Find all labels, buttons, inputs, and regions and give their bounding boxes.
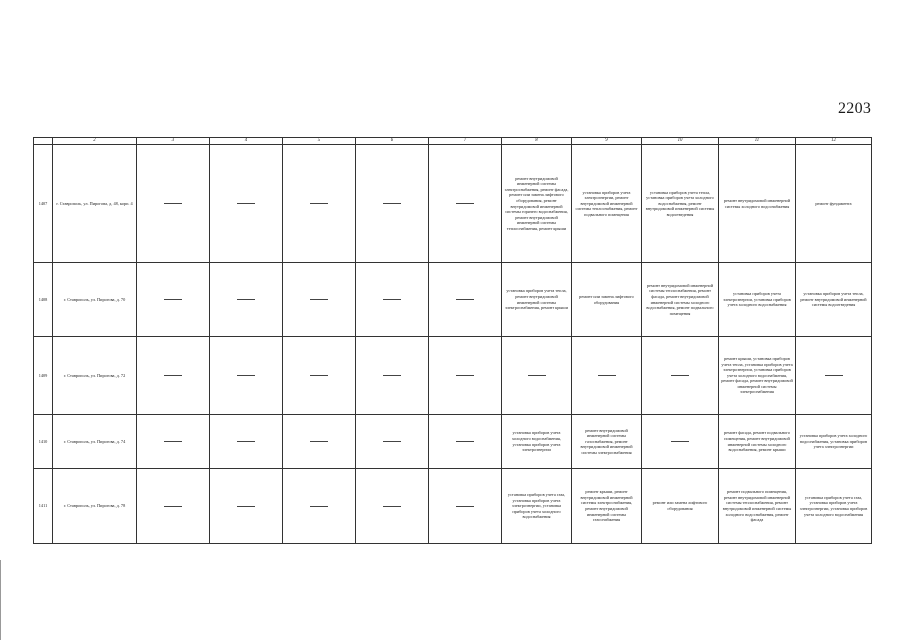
row-number: 1408	[34, 263, 53, 337]
header-cell: 12	[796, 138, 872, 145]
empty-cell	[283, 263, 356, 337]
empty-cell	[210, 469, 283, 544]
dash-mark	[237, 299, 255, 300]
header-cell: 9	[572, 138, 642, 145]
dash-mark	[237, 203, 255, 204]
dash-mark	[237, 506, 255, 507]
empty-cell	[283, 469, 356, 544]
address-cell: г. Ставрополь, ул. Пирогова, д. 72	[53, 337, 137, 415]
dash-mark	[456, 299, 474, 300]
empty-cell	[137, 415, 210, 469]
work-cell: ремонт крыши, установка приборов учета тепла, установка приборов учета электроэнергии, установка приборов учета холодного водоснабжения, ремонт фасада, ремонт внутридомовой инженерной системы электроснабжения	[719, 337, 796, 415]
dash-mark	[164, 299, 182, 300]
work-cell: ремонт фасада, ремонт подвального помещения, ремонт внутридомовой инженерной системы холодного водоснабжения, ремонт крыши	[719, 415, 796, 469]
dash-mark	[383, 506, 401, 507]
work-cell: ремонт крыши, ремонт внутридомовой инженерной системы электроснабжения, ремонт внутридомовой инженерной системы газоснабжения	[572, 469, 642, 544]
dash-mark	[310, 506, 328, 507]
empty-cell	[210, 145, 283, 263]
dash-mark	[528, 375, 546, 376]
header-cell	[34, 138, 53, 145]
empty-cell	[429, 337, 502, 415]
header-cell: 10	[642, 138, 719, 145]
empty-cell	[572, 337, 642, 415]
address-cell: г. Ставрополь, ул. Пирогова, д. 74	[53, 415, 137, 469]
dash-mark	[164, 203, 182, 204]
table-row	[34, 263, 872, 337]
dash-mark	[598, 375, 616, 376]
dash-mark	[383, 299, 401, 300]
table-row	[34, 415, 872, 469]
dash-mark	[310, 441, 328, 442]
address-cell: г. Ставрополь, ул. Пирогова, д. 70	[53, 263, 137, 337]
work-cell: установка приборов учета электроэнергии, ремонт внутридомовой инженерной системы теплоснабжения, ремонт подвального помещения	[572, 145, 642, 263]
header-cell: 7	[429, 138, 502, 145]
empty-cell	[356, 337, 429, 415]
dash-mark	[237, 441, 255, 442]
column-number-header	[34, 138, 872, 145]
empty-cell	[137, 337, 210, 415]
work-cell: ремонт или замена лифтового оборудования	[642, 469, 719, 544]
dash-mark	[456, 203, 474, 204]
dash-mark	[456, 506, 474, 507]
dash-mark	[164, 441, 182, 442]
work-cell: ремонт фундамента	[796, 145, 872, 263]
work-cell: установка приборов учета тепла, ремонт внутридомовой инженерной системы электроснабжения, ремонт крыши	[502, 263, 572, 337]
work-cell: установка приборов учета газа, установка приборов учета электроэнергии, установка приборов учета холодного водоснабжения	[796, 469, 872, 544]
work-cell: установка приборов учета тепла, установка приборов учета холодного водоснабжения, ремонт внутридомовой инженерной системы водоотведения	[642, 145, 719, 263]
empty-cell	[210, 415, 283, 469]
work-cell: ремонт внутридомовой инженерной системы теплоснабжения, ремонт фасада, ремонт внутридомовой инженерной системы холодного водоснабжения, ремонт подвального помещения	[642, 263, 719, 337]
empty-cell	[642, 337, 719, 415]
empty-cell	[137, 263, 210, 337]
empty-cell	[429, 469, 502, 544]
margin-rule	[0, 560, 1, 640]
work-cell: установка приборов учета газа, установка приборов учета электроэнергии, установка приборов учета холодного водоснабжения	[502, 469, 572, 544]
empty-cell	[429, 263, 502, 337]
dash-mark	[164, 375, 182, 376]
header-cell: 11	[719, 138, 796, 145]
row-number: 1411	[34, 469, 53, 544]
empty-cell	[429, 145, 502, 263]
empty-cell	[356, 263, 429, 337]
empty-cell	[642, 415, 719, 469]
page-number: 2203	[838, 100, 872, 117]
dash-mark	[671, 441, 689, 442]
work-cell: установка приборов учета холодного водоснабжения, установка приборов учета электроэнергии	[796, 415, 872, 469]
empty-cell	[429, 415, 502, 469]
dash-mark	[310, 375, 328, 376]
header-cell: 3	[137, 138, 210, 145]
dash-mark	[310, 203, 328, 204]
work-cell: ремонт подвального помещения, ремонт внутридомовой инженерной системы теплоснабжения, ремонт внутридомовой инженерной системы холодного водоснабжения, ремонт фасада	[719, 469, 796, 544]
row-number: 1409	[34, 337, 53, 415]
dash-mark	[383, 441, 401, 442]
work-cell: установка приборов учета тепла, ремонт внутридомовой инженерной системы водоотведения	[796, 263, 872, 337]
empty-cell	[283, 145, 356, 263]
empty-cell	[137, 469, 210, 544]
empty-cell	[356, 415, 429, 469]
empty-cell	[137, 145, 210, 263]
header-cell: 8	[502, 138, 572, 145]
table-row	[34, 145, 872, 263]
work-cell: ремонт внутридомовой инженерной системы холодного водоснабжения	[719, 145, 796, 263]
empty-cell	[356, 469, 429, 544]
empty-cell	[356, 145, 429, 263]
work-cell: ремонт или замена лифтового оборудования	[572, 263, 642, 337]
work-cell: установка приборов учета электроэнергии, установка приборов учета холодного водоснабжения	[719, 263, 796, 337]
dash-mark	[456, 441, 474, 442]
dash-mark	[671, 375, 689, 376]
row-number: 1407	[34, 145, 53, 263]
dash-mark	[456, 375, 474, 376]
header-cell: 2	[53, 138, 137, 145]
dash-mark	[164, 506, 182, 507]
empty-cell	[283, 337, 356, 415]
repair-schedule-table	[33, 137, 872, 544]
dash-mark	[383, 203, 401, 204]
header-cell: 5	[283, 138, 356, 145]
table-row	[34, 337, 872, 415]
empty-cell	[502, 337, 572, 415]
empty-cell	[283, 415, 356, 469]
row-number: 1410	[34, 415, 53, 469]
work-cell: ремонт внутридомовой инженерной системы электроснабжения, ремонт фасада, ремонт или замена лифтового оборудования, ремонт внутридомовой инженерной системы горячего водоснабжения, ремонт внутридомовой инженерной системы теплоснабжения, ремонт крыши	[502, 145, 572, 263]
work-cell: ремонт внутридомовой инженерной системы газоснабжения, ремонт внутридомовой инженерной системы электроснабжения	[572, 415, 642, 469]
dash-mark	[825, 375, 843, 376]
address-cell: г. Ставрополь, ул. Пирогова, д. 78	[53, 469, 137, 544]
dash-mark	[383, 375, 401, 376]
header-cell: 4	[210, 138, 283, 145]
header-cell: 6	[356, 138, 429, 145]
empty-cell	[210, 337, 283, 415]
address-cell: г. Ставрополь, ул. Пирогова, д. 48, корп. 4	[53, 145, 137, 263]
empty-cell	[796, 337, 872, 415]
empty-cell	[210, 263, 283, 337]
table-row	[34, 469, 872, 544]
work-cell: установка приборов учета холодного водоснабжения, установка приборов учета электроэнергии	[502, 415, 572, 469]
dash-mark	[237, 375, 255, 376]
dash-mark	[310, 299, 328, 300]
